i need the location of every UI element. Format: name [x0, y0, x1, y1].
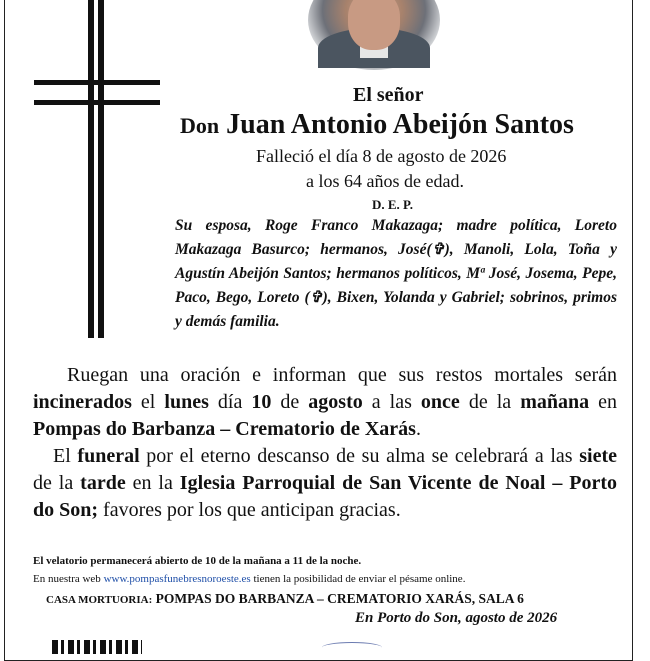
web-line: En nuestra web www.pompasfunebresnoroeste.es tienen la posibilidad de enviar el pésame online.: [33, 573, 466, 585]
deceased-name: [180, 109, 574, 141]
honorific: Don: [180, 113, 220, 138]
death-date: Falleció el día 8 de agosto de 2026: [256, 146, 507, 166]
full-name: Juan Antonio Abeijón Santos: [226, 109, 574, 140]
logo-icon: [322, 642, 382, 653]
family-list: Su esposa, Roge Franco Makazaga; madre política, Loreto Makazaga Basurco; hermanos, José(✞), Manoli, Lola, Toña y Agustín Abeijón Santos; hermanos políticos, Mª José, Josema, Pepe, Paco, Bego, Loreto (✞), Bixen, Yolanda y Gabriel; sobrinos, primos y demás familia.: [175, 217, 617, 330]
cremation-paragraph: Ruegan una oración e informan que sus restos mortales serán incinerados el lunes día 10 de agosto a las once de la mañana en Pompas do Barbanza – Crematorio de Xarás.: [33, 364, 617, 440]
qr-code-icon: [52, 640, 142, 654]
funeral-paragraph: El funeral por el eterno descanso de su alma se celebrará a las siete de la tarde en la Iglesia Parroquial de San Vicente de Noal – Porto do Son; favores por los que anticipan gracias.: [33, 445, 617, 521]
age-line: a los 64 años de edad.: [306, 171, 464, 191]
website-link[interactable]: www.pompasfunebresnoroeste.es: [103, 573, 251, 585]
dep-text: D. E. P.: [372, 197, 414, 212]
deceased-photo: [308, 0, 440, 70]
funeral-home: CASA MORTUORIA: POMPAS DO BARBANZA – CREMATORIO XARÁS, SALA 6: [46, 591, 524, 606]
intro-text: El señor: [353, 84, 424, 106]
place-date: En Porto do Son, agosto de 2026: [355, 610, 558, 626]
wake-hours: El velatorio permanecerá abierto de 10 de la mañana a 11 de la noche.: [33, 555, 362, 567]
